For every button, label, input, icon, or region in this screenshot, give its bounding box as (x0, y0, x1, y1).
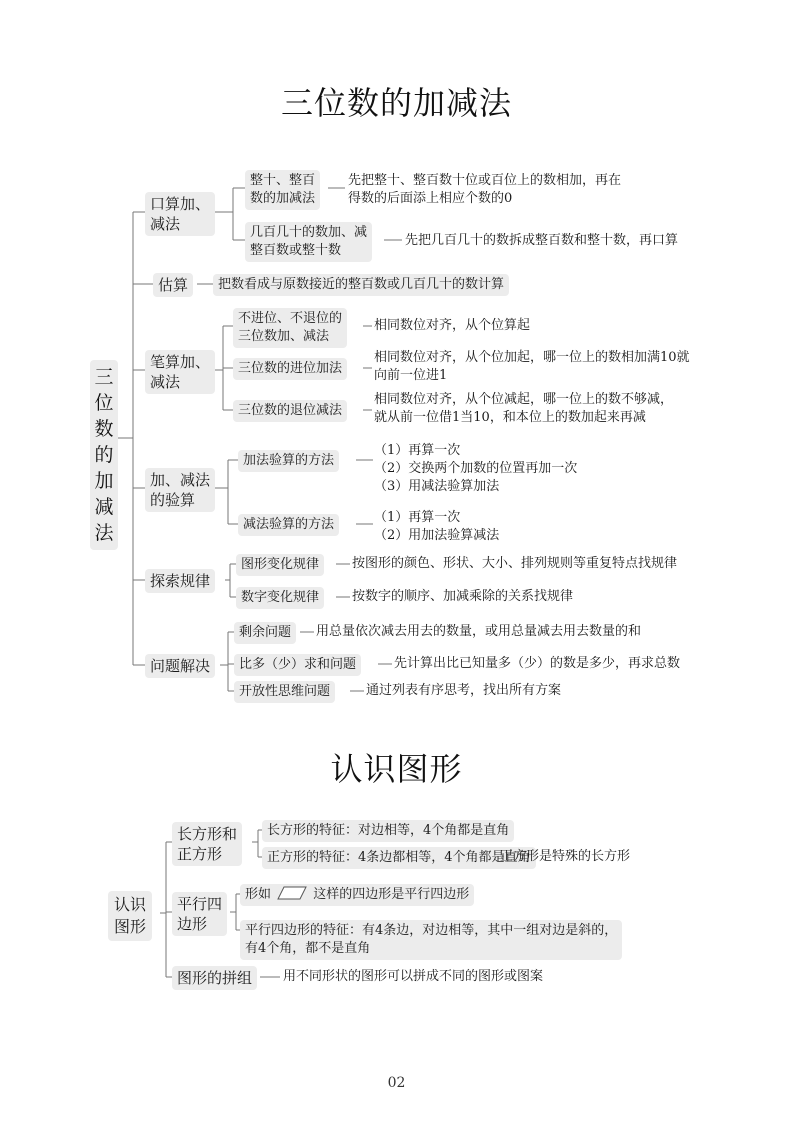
node-check-add: 加法验算的方法 (238, 450, 339, 472)
node-combine: 图形的拼组 (172, 966, 257, 990)
node-number-pattern: 数字变化规律 (236, 587, 324, 609)
node-borrow-sub: 三位数的退位减法 (233, 400, 347, 422)
node-no-carry: 不进位、不退位的 三位数加、减法 (233, 308, 347, 348)
desc-shape-pattern: 按图形的颜色、形状、大小、排列规则等重复特点找规律 (352, 556, 678, 571)
node-shape-pattern: 图形变化规律 (236, 554, 324, 576)
desc-whole-tens-hundreds: 先把整十、整百数十位或百位上的数相加，再在 得数的后面添上相应个数的0 (348, 173, 622, 206)
desc-estimate: 把数看成与原数接近的整百数或几百几十的数计算 (213, 274, 509, 296)
root-char: 减 (94, 496, 114, 518)
node-rect-square: 长方形和 正方形 (172, 822, 242, 866)
page-title: 三位数的加减法 (280, 84, 512, 122)
desc-combine: 用不同形状的图形可以拼成不同的图形或图案 (283, 969, 544, 984)
list-check-add (374, 442, 577, 496)
section2-title: 认识图形 (330, 750, 463, 788)
node-written-calc: 笔算加、 减法 (145, 350, 215, 394)
desc-remain: 用总量依次减去用去的数量，或用总量减去用去数量的和 (316, 624, 642, 639)
node-remain: 剩余问题 (234, 622, 296, 644)
node-whole-tens-hundreds: 整十、整百 数的加减法 (245, 170, 320, 210)
list-item: （2）交换两个加数的位置再加一次 (374, 461, 578, 476)
node-pattern: 探索规律 (145, 569, 215, 593)
root-node-three-digit (90, 360, 118, 550)
desc-number-pattern: 按数字的顺序、加减乘除的关系找规律 (352, 589, 574, 604)
desc-open: 通过列表有序思考，找出所有方案 (366, 683, 562, 698)
desc-hundreds-tens: 先把几百几十的数拆成整百数和整十数，再口算 (405, 233, 679, 248)
node-estimate: 估算 (153, 273, 193, 297)
node-check-sub: 减法验算的方法 (238, 514, 339, 536)
page-number: 02 (387, 1075, 406, 1091)
list-check-sub (374, 509, 499, 545)
list-item: （2）用加法验算减法 (374, 528, 500, 543)
node-parallelogram-like: 形如 这样的四边形是平行四边形 (240, 884, 474, 906)
desc-carry-add: 相同数位对齐，从个位加起，哪一位上的数相加满10就 向前一位进1 (374, 350, 690, 383)
list-item: （1）再算一次 (374, 510, 461, 525)
root-char: 法 (94, 522, 114, 544)
parallelogram-icon (277, 886, 307, 900)
node-parallelogram-feature: 平行四边形的特征：有4条边，对边相等，其中一组对边是斜的， 有4个角，都不是直角 (240, 920, 622, 960)
list-item: （3）用减法验算加法 (374, 479, 500, 494)
root-char: 的 (94, 444, 114, 466)
root-char: 三 (94, 366, 114, 388)
node-check: 加、减法 的验算 (145, 468, 215, 512)
root-char: 位 (94, 392, 114, 414)
list-item: （1）再算一次 (374, 443, 461, 458)
node-square-feature: 正方形的特征：4条边都相等，4个角都是直角 (262, 847, 536, 869)
node-open: 开放性思维问题 (234, 681, 335, 703)
root-node-shapes: 认识 图形 (108, 891, 152, 941)
root-char: 加 (94, 470, 114, 492)
node-hundreds-tens: 几百几十的数加、减 整百数或整十数 (245, 222, 372, 262)
node-problem-solving: 问题解决 (145, 654, 215, 678)
node-compare: 比多（少）求和问题 (234, 654, 361, 676)
desc-borrow-sub: 相同数位对齐，从个位减起，哪一位上的数不够减， 就从前一位借1当10，和本位上的数加起来再减 (374, 392, 674, 425)
node-parallelogram: 平行四 边形 (172, 892, 227, 936)
root-char: 数 (94, 418, 114, 440)
node-oral-calc: 口算加、 减法 (145, 192, 215, 236)
node-carry-add: 三位数的进位加法 (233, 358, 347, 380)
desc-compare: 先计算出比已知量多（少）的数是多少，再求总数 (394, 656, 681, 671)
desc-no-carry: 相同数位对齐，从个位算起 (374, 318, 531, 333)
desc-square-note: 正方形是特殊的长方形 (500, 849, 631, 864)
node-rect-feature: 长方形的特征：对边相等，4个角都是直角 (262, 820, 514, 842)
